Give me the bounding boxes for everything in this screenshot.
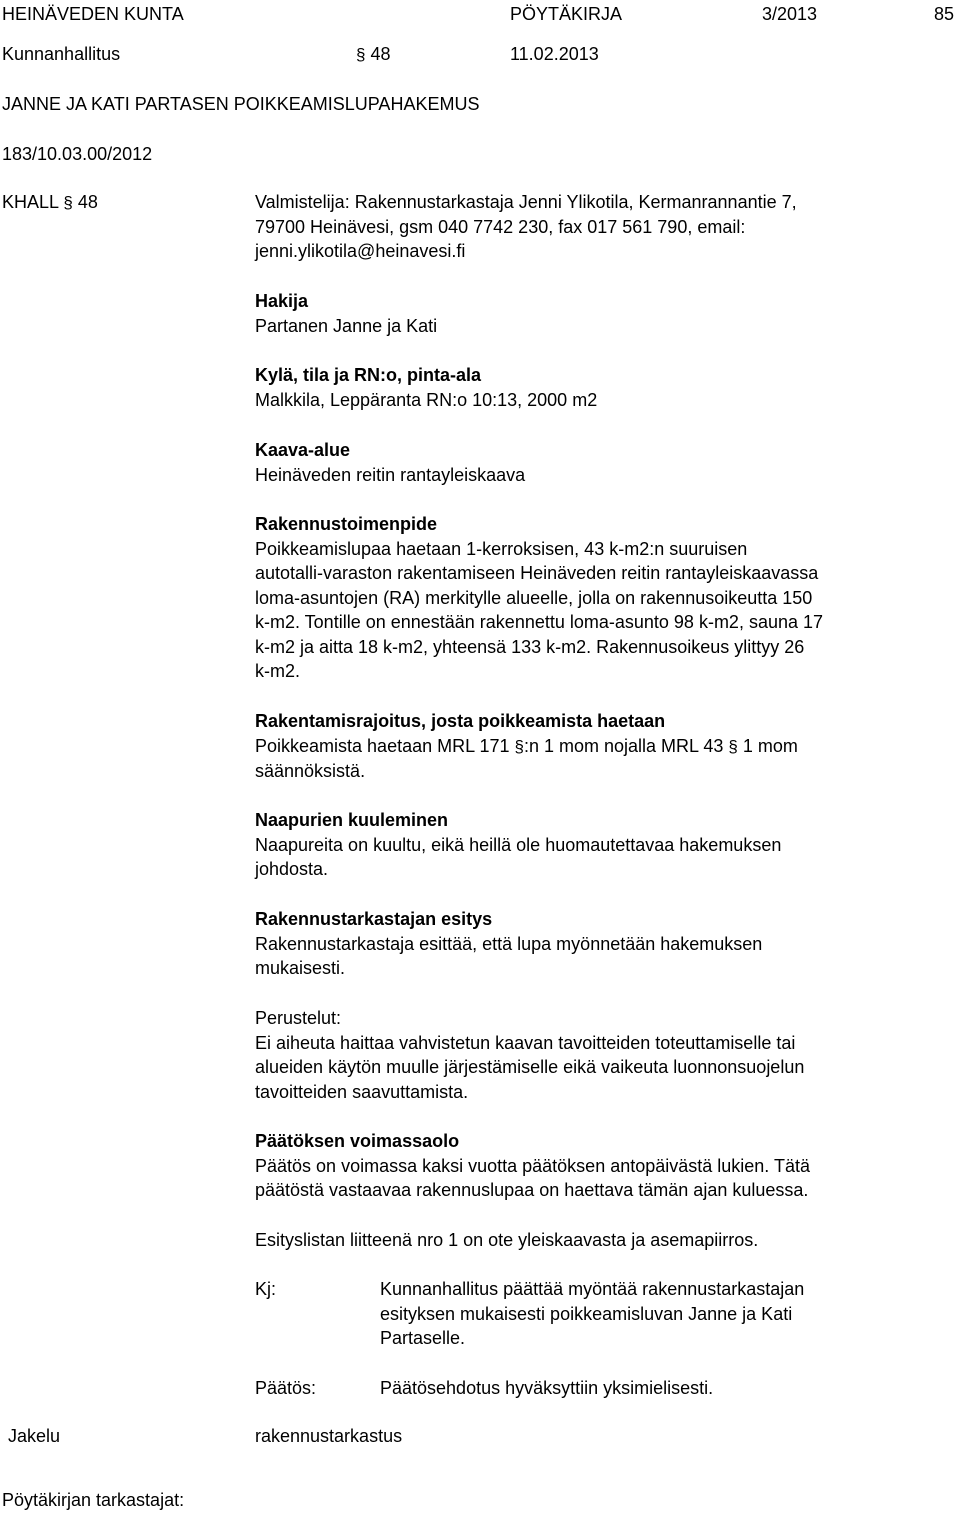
section-text: Rakennustarkastaja esittää, että lupa myönnetään hakemuksen	[255, 933, 763, 954]
section-text: k-m2. Tontille on ennestään rakennettu loma-asunto 98 k-m2, sauna 17	[255, 612, 824, 632]
section-number: 48	[370, 44, 391, 64]
section-heading: Hakija	[255, 291, 309, 311]
section-text: päätöstä vastaavaa rakennuslupaa on haettava tämän ajan kuluessa.	[255, 1180, 809, 1200]
restriction-text-part: Poikkeamista haetaan MRL 171	[255, 735, 515, 756]
decision-label: Päätös:	[255, 1378, 317, 1398]
section-grounds	[255, 1006, 945, 1104]
section-text: Malkkila, Leppäranta RN:o 10:13, 2000 m2	[255, 389, 598, 410]
proposal-line: esityksen mukaisesti poikkeamisluvan Janne ja Kati	[380, 1303, 793, 1324]
section-text: k-m2 ja aitta 18 k-m2, yhteensä 133 k-m2. Rakennusoikeus ylittyy 26	[255, 636, 805, 657]
distribution-recipient: rakennustarkastus	[255, 1426, 403, 1446]
section-neighbour-hearing	[255, 808, 945, 882]
decision-text: Päätösehdotus hyväksyttiin yksimielisesti.	[380, 1378, 714, 1398]
section-text: tavoitteiden saavuttamista.	[255, 1081, 469, 1102]
section-heading: Naapurien kuuleminen	[255, 810, 449, 830]
preparer-block	[255, 190, 945, 264]
section-text: johdosta.	[255, 859, 329, 879]
proposal-line: Kunnanhallitus päättää myöntää rakennustarkastajan	[380, 1279, 805, 1299]
khall-number: 48	[77, 192, 98, 212]
preparer-line: Valmistelija: Rakennustarkastaja Jenni Ylikotila, Kermanrannantie 7,	[255, 192, 797, 212]
section-inspector-proposal	[255, 907, 945, 981]
section-text: Heinäveden reitin rantayleiskaava	[255, 464, 526, 485]
section-building-restriction	[255, 709, 945, 784]
section-text: Ei aiheuta haittaa vahvistetun kaavan tavoitteiden toteuttamiselle tai	[255, 1032, 796, 1053]
section-building-measure	[255, 512, 945, 684]
khall-label: KHALL	[2, 192, 59, 212]
restriction-text-part: :n 1 mom nojalla MRL 43	[523, 735, 729, 756]
section-decision-validity	[255, 1129, 945, 1203]
meeting-date: 11.02.2013	[510, 44, 599, 64]
organization-name: HEINÄVEDEN KUNTA	[2, 4, 184, 24]
section-text: loma-asuntojen (RA) merkitylle alueelle, jolla on rakennusoikeutta 150	[255, 587, 813, 608]
section-text: mukaisesti.	[255, 958, 346, 978]
section-text: Poikkeamislupaa haetaan 1-kerroksisen, 43 k-m2:n suuruisen	[255, 538, 748, 559]
section-sign-icon: §	[514, 736, 524, 756]
proposal-text	[380, 1277, 940, 1351]
preparer-line: 79700 Heinävesi, gsm 040 7742 230, fax 017 561 790, email:	[255, 216, 746, 237]
page-number: 85	[934, 4, 955, 24]
section-text: autotalli-varaston rakentamiseen Heinäveden reitin rantayleiskaavassa	[255, 563, 819, 583]
section-zoning-area	[255, 438, 945, 487]
section-heading: Perustelut:	[255, 1008, 342, 1028]
section-heading: Rakennustarkastajan esitys	[255, 909, 493, 929]
section-property	[255, 363, 945, 412]
issue-number: 3/2013	[762, 4, 818, 24]
proposal-line: Partaselle.	[380, 1328, 466, 1348]
body-name: Kunnanhallitus	[2, 44, 121, 64]
khall-reference	[2, 190, 98, 216]
document-type: PÖYTÄKIRJA	[510, 4, 623, 24]
section-heading: Rakennustoimenpide	[255, 514, 438, 534]
section-applicant	[255, 289, 945, 338]
section-text: säännöksistä.	[255, 761, 366, 781]
section-heading: Rakentamisrajoitus, josta poikkeamista haetaan	[255, 711, 666, 731]
section-text: alueiden käytön muulle järjestämiselle eikä vaikeuta luonnonsuojelun	[255, 1057, 805, 1077]
attachment-note: Esityslistan liitteenä nro 1 on ote yleiskaavasta ja asemapiirros.	[255, 1230, 759, 1250]
section-text: Naapureita on kuultu, eikä heillä ole huomautettavaa hakemuksen	[255, 834, 782, 855]
section-sign-icon: §	[728, 736, 738, 756]
section-text: k-m2.	[255, 661, 300, 681]
preparer-email: jenni.ylikotila@heinavesi.fi	[255, 241, 466, 261]
section-heading: Kaava-alue	[255, 440, 351, 460]
section-text	[255, 734, 945, 760]
proposal-label: Kj:	[255, 1279, 277, 1299]
section-heading: Kylä, tila ja RN:o, pinta-ala	[255, 365, 482, 385]
section-text: Päätös on voimassa kaksi vuotta päätöksen antopäivästä lukien. Tätä	[255, 1155, 811, 1176]
restriction-text-part: 1 mom	[737, 735, 798, 756]
matter-title: JANNE JA KATI PARTASEN POIKKEAMISLUPAHAKEMUS	[2, 94, 480, 114]
reviewers-label: Pöytäkirjan tarkastajat:	[2, 1490, 185, 1510]
section-heading: Päätöksen voimassaolo	[255, 1131, 460, 1151]
section-sign-icon: §	[356, 45, 366, 64]
section-reference	[356, 42, 391, 68]
section-sign-icon: §	[63, 193, 73, 212]
distribution-label: Jakelu	[8, 1426, 61, 1446]
section-text: Partanen Janne ja Kati	[255, 315, 438, 336]
matter-reference: 183/10.03.00/2012	[2, 144, 153, 164]
